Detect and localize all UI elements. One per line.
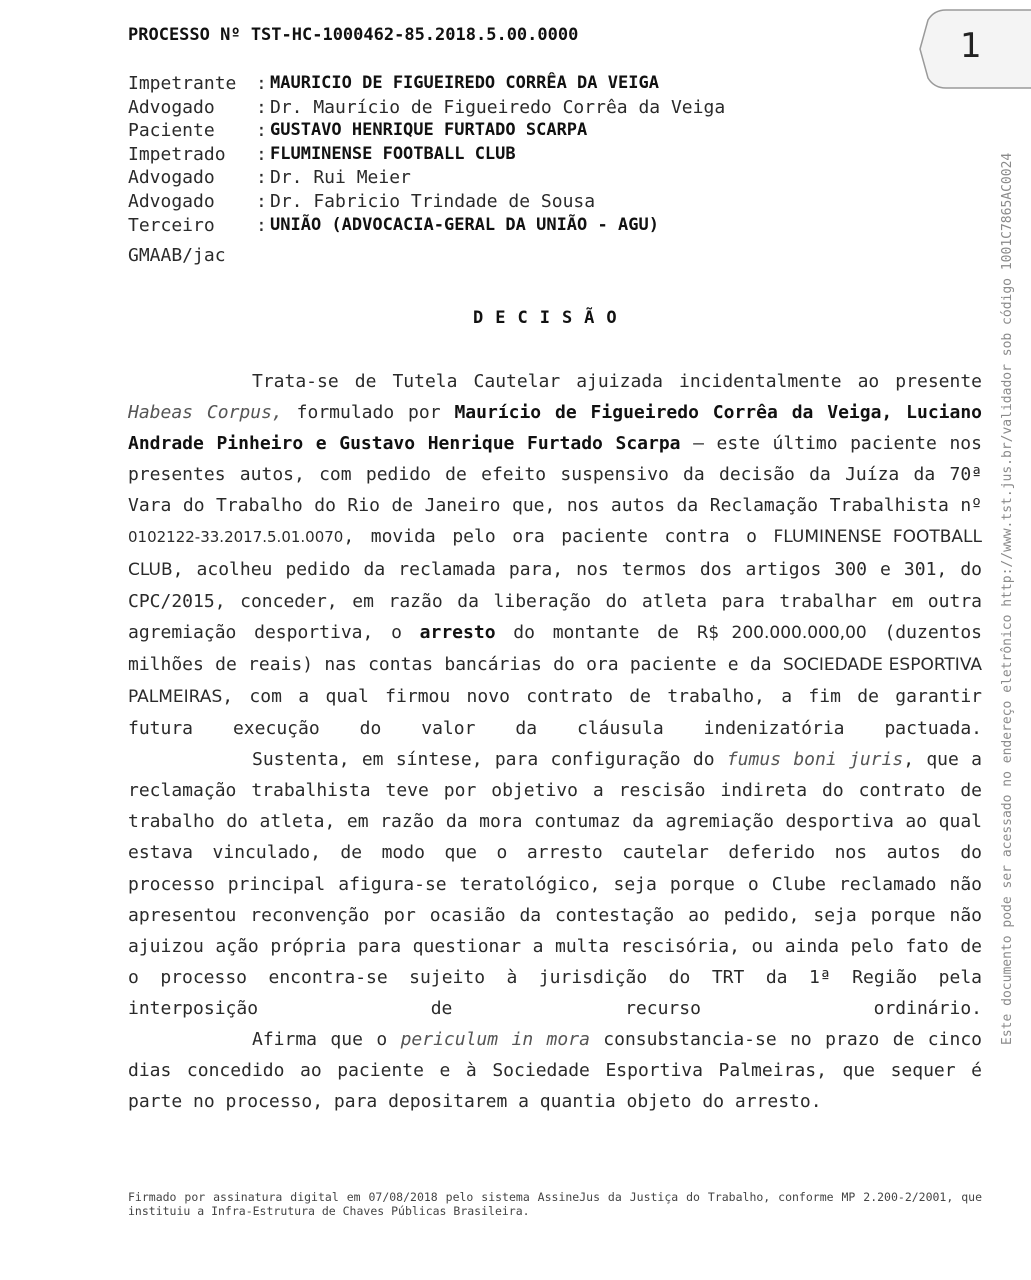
party-colon: :: [256, 73, 267, 94]
party-row: [128, 96, 725, 120]
p3-text-c: consubstancia-se no prazo de cinco dias concedido ao paciente e à Sociedade Esportiva Palmeiras, que sequer é parte no processo, para depositarem a quantia objeto do arresto.: [128, 1028, 982, 1113]
page-number: 1: [960, 26, 982, 66]
party-name: UNIÃO (ADVOCACIA-GERAL DA UNIÃO - AGU): [270, 214, 659, 235]
paragraph-2: [128, 744, 982, 1024]
party-name: FLUMINENSE FOOTBALL CLUB: [270, 143, 516, 164]
paragraph-3: [128, 1024, 982, 1117]
p1-text-m: (duzentos milhões de reais) nas contas bancárias do ora paciente e da: [128, 621, 983, 675]
p1-text-a: Trata-se de Tutela Cautelar ajuizada incidentalmente ao presente: [252, 371, 982, 392]
p1-text-o: , com a qual firmou novo contrato de trabalho, a fim de garantir futura execução do valor da cláusula indenizatória pactuada.: [128, 685, 982, 740]
parties-list: [128, 72, 725, 237]
paragraph-1: [128, 366, 982, 744]
party-row: [128, 214, 725, 238]
p1-text-i: , acolheu pedido da reclamada para, nos termos dos artigos 300 e 301, do CPC/2015, conceder, em razão da liberação do atleta para trabalhar em outra agremiação desportiva, o: [128, 558, 982, 643]
party-role: Advogado: [128, 167, 215, 189]
p1-text-e: – este último paciente nos presentes autos, com pedido de efeito suspensivo da decisão da Juíza da 70ª Vara do Trabalho do Rio de Janeiro que, nos autos da Reclamação Trabalhista nº: [128, 433, 982, 517]
party-colon: :: [256, 214, 267, 236]
decision-body: [128, 366, 982, 1117]
party-role: Advogado: [128, 96, 215, 118]
p1-text-g: , movida pelo ora paciente contra o: [343, 526, 774, 548]
party-name: Dr. Rui Meier: [270, 167, 411, 189]
p2-fumus: fumus boni juris: [726, 749, 904, 771]
party-row: [128, 190, 725, 214]
p1-case-number: 0102122-33.2017.5.01.0070: [128, 528, 344, 547]
party-name: Dr. Fabricio Trindade de Sousa: [270, 190, 596, 212]
party-role: Impetrante: [128, 73, 237, 94]
party-name: Dr. Maurício de Figueiredo Corrêa da Veiga: [270, 96, 726, 118]
party-role: Terceiro: [128, 214, 215, 236]
p1-club-name: FLUMINENSE FOOTBALL CLUB: [128, 527, 982, 580]
p1-text-c: formulado por: [282, 402, 455, 424]
party-colon: :: [256, 96, 267, 118]
party-row: [128, 119, 725, 143]
digital-signature-footer: Firmado por assinatura digital em 07/08/2018 pelo sistema AssineJus da Justiça do Trabalho, conforme MP 2.200-2/2001, que instituiu a Infra-Estrutura de Chaves Públicas Brasileira.: [128, 1190, 982, 1218]
party-row: [128, 166, 725, 190]
reference-code: GMAAB/jac: [128, 245, 226, 266]
decision-heading: DECISÃO: [473, 308, 629, 328]
p1-habeas-corpus: Habeas Corpus,: [128, 402, 283, 424]
p1-plaintiffs: Maurício de Figueiredo Corrêa da Veiga, Luciano Andrade Pinheiro e Gustavo Henrique Furtado Scarpa: [128, 402, 982, 455]
party-row: [128, 143, 725, 167]
party-colon: :: [256, 143, 267, 165]
party-name: GUSTAVO HENRIQUE FURTADO SCARPA: [270, 120, 588, 141]
party-row: [128, 72, 725, 96]
validation-side-note: Este documento pode ser acessado no endereço eletrônico http://www.tst.jus.br/validador sob código 1001C7865AC0024: [1000, 152, 1015, 1045]
p1-arresto: arresto: [419, 621, 496, 643]
party-colon: :: [256, 190, 267, 212]
p2-text-c: , que a reclamação trabalhista teve por objetivo a rescisão indireta do contrato de trabalho do atleta, em razão da mora contumaz da agremiação desportiva ao qual estava vinculado, de modo que o arresto cautelar deferido nos autos do processo principal afigura-se teratológico, seja porque o Clube reclamado não apresentou reconvenção por ocasião da contestação ao pedido, seja porque não ajuizou ação própria para questionar a multa rescisória, ou ainda pelo fato de o processo encontra-se sujeito à jurisdição do TRT da 1ª Região pela interposição de recurso ordinário.: [128, 749, 982, 1019]
party-role: Paciente: [128, 120, 215, 142]
p3-text-a: Afirma que o: [252, 1028, 401, 1050]
page-number-tab: [918, 6, 1031, 92]
party-role: Impetrado: [128, 143, 226, 165]
process-number: PROCESSO Nº TST-HC-1000462-85.2018.5.00.0000: [128, 25, 579, 45]
p1-text-k: do montante de: [495, 621, 697, 643]
p1-amount: R$ 200.000.000,00: [696, 622, 867, 643]
p3-periculum: periculum in mora: [400, 1028, 590, 1050]
party-role: Advogado: [128, 190, 215, 212]
party-colon: :: [256, 120, 267, 142]
p1-palmeiras: SOCIEDADE ESPORTIVA PALMEIRAS: [128, 654, 982, 707]
p2-text-a: Sustenta, em síntese, para configuração do: [252, 749, 727, 771]
party-name: MAURICIO DE FIGUEIREDO CORRÊA DA VEIGA: [270, 73, 659, 93]
party-colon: :: [256, 167, 267, 189]
